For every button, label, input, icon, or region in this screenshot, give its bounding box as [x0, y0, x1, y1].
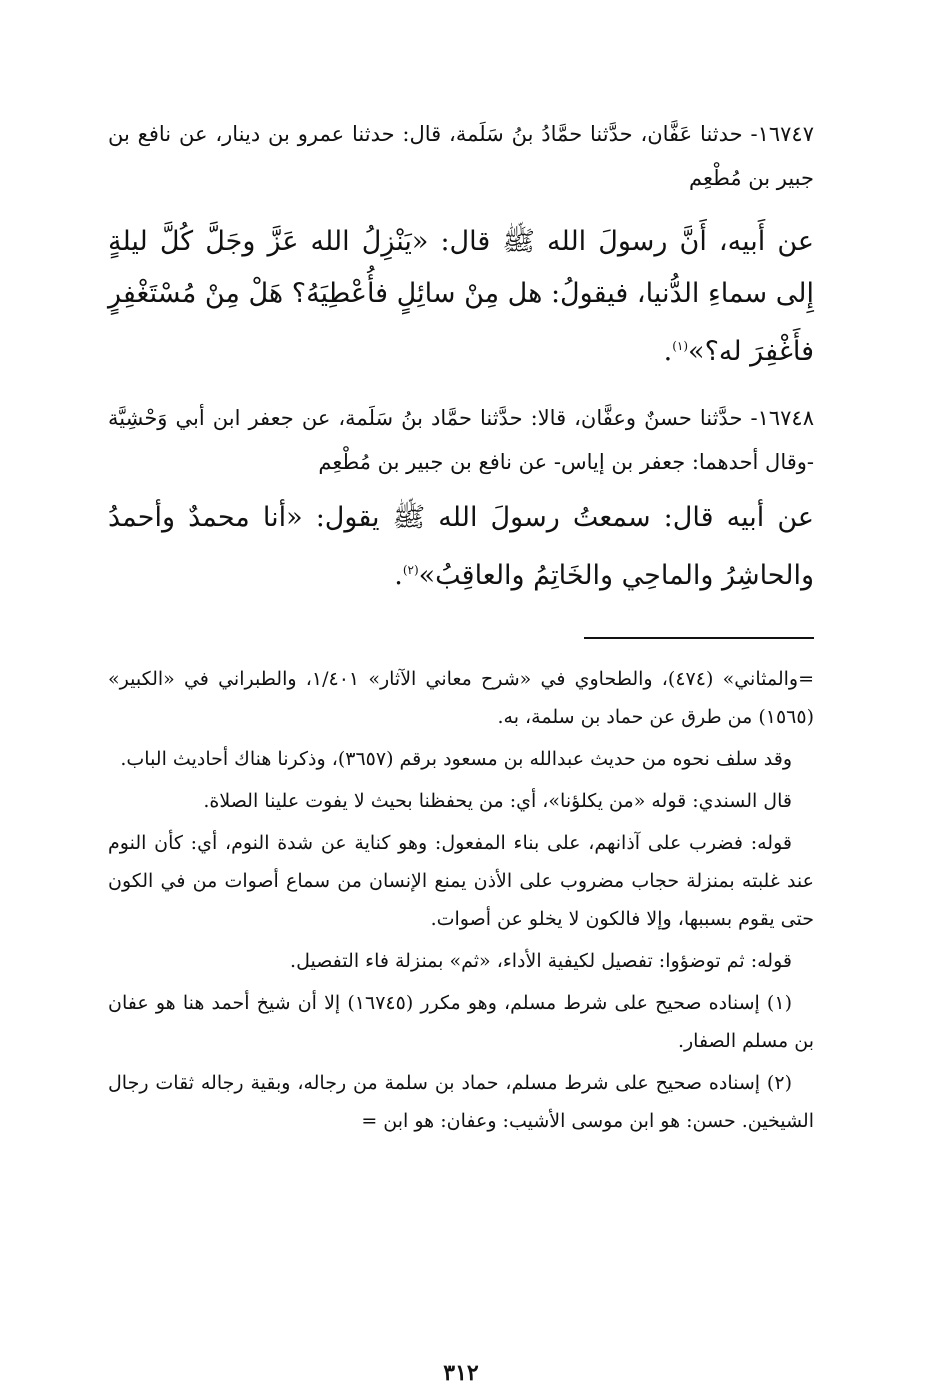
hadith-16747-text: عن أَبيه، أَنَّ رسولَ الله ﷺ قال: «يَنْزِلُ الله عَزَّ وجَلَّ كُلَّ ليلةٍ إِلى سماءِ الدُّنيا، فيقولُ: هل مِنْ سائِلٍ فأُعْطِيَهُ؟ هَلْ مِنْ مُسْتَغْفِرٍ فأَغْفِرَ له؟»$^{(١)}$.: [108, 226, 814, 367]
hadith-16748-chain: ١٦٧٤٨- حدَّثنا حسنٌ وعفَّان، قالا: حدَّثنا حمَّاد بنُ سَلَمة، عن جعفر ابن أبي وَحْشِيَّة -وقال أحدهما: جعفر بن إياس- عن نافع بن جبير بن مُطْعِم: [108, 406, 814, 474]
footnotes: [108, 660, 814, 1144]
page-content: [108, 112, 814, 1386]
footnote-paragraph: قوله: ثم توضؤوا: تفصيل لكيفية الأداء، «ثم» بمنزلة فاء التفصيل.: [290, 950, 792, 972]
footnote-ref-2: (٢): [402, 563, 419, 577]
footnote-paragraph: قوله: فضرب على آذانهم، على بناء المفعول: وهو كناية عن شدة النوم، أي: كأن النوم عند غلبته بمنزلة حجاب مضروب على الأذن يمنع الإنسان من سماع أصوات من في الكون حتى يقوم بسببها، وإلا فالكون لا يخلو عن أصوات.: [108, 832, 814, 930]
footnote-1: (١) إسناده صحيح على شرط مسلم، وهو مكرر (١٦٧٤٥) إلا أن شيخ أحمد هنا هو عفان بن مسلم الصفار.: [108, 992, 814, 1052]
hadith-16747-matn: عن أَبيه، أَنَّ رسولَ الله ﷺ قال: «يَنْزِلُ الله عَزَّ وجَلَّ كُلَّ ليلةٍ إِلى سماءِ الدُّنيا، فيقولُ: هل مِنْ سائِلٍ فأُعْطِيَهُ؟ هَلْ مِنْ مُسْتَغْفِرٍ فأَغْفِرَ له؟»: [108, 226, 814, 367]
hadith-16748-matn: عن أبيه قال: سمعتُ رسولَ الله ﷺ يقول: «أنا محمدٌ وأحمدُ والحاشِرُ والماحِي والخَاتِمُ والعاقِبُ»: [108, 502, 814, 591]
footnote-continuation: =والمثاني» (٤٧٤)، والطحاوي في «شرح معاني الآثار» ١/٤٠١، والطبراني في «الكبير» (١٥٦٥) من طرق عن حماد بن سلمة، به.: [108, 668, 814, 728]
page-number: ٣١٢: [443, 1360, 479, 1386]
footnote-paragraph: وقد سلف نحوه من حديث عبدالله بن مسعود برقم (٣٦٥٧)، وذكرنا هناك أحاديث الباب.: [120, 748, 792, 770]
footnote-2: (٢) إسناده صحيح على شرط مسلم، حماد بن سلمة من رجاله، وبقية رجاله ثقات رجال الشيخين. حسن: هو ابن موسى الأشيب: وعفان: هو ابن =: [108, 1072, 814, 1132]
footnote-divider: [584, 637, 814, 639]
hadith-16748-text: عن أبيه قال: سمعتُ رسولَ الله ﷺ يقول: «أنا محمدٌ وأحمدُ والحاشِرُ والماحِي والخَاتِمُ والعاقِبُ»$^{(٢)}$.: [108, 502, 814, 591]
footnote-paragraph: قال السندي: قوله «من يكلؤنا»، أي: من يحفظنا بحيث لا يفوت علينا الصلاة.: [203, 790, 792, 812]
footnote-ref-1: (١): [672, 339, 689, 353]
hadith-16747-chain: ١٦٧٤٧- حدثنا عَفَّان، حدَّثنا حمَّادُ بنُ سَلَمة، قال: حدثنا عمرو بن دينار، عن نافع بن جبير بن مُطْعِم: [108, 122, 814, 190]
